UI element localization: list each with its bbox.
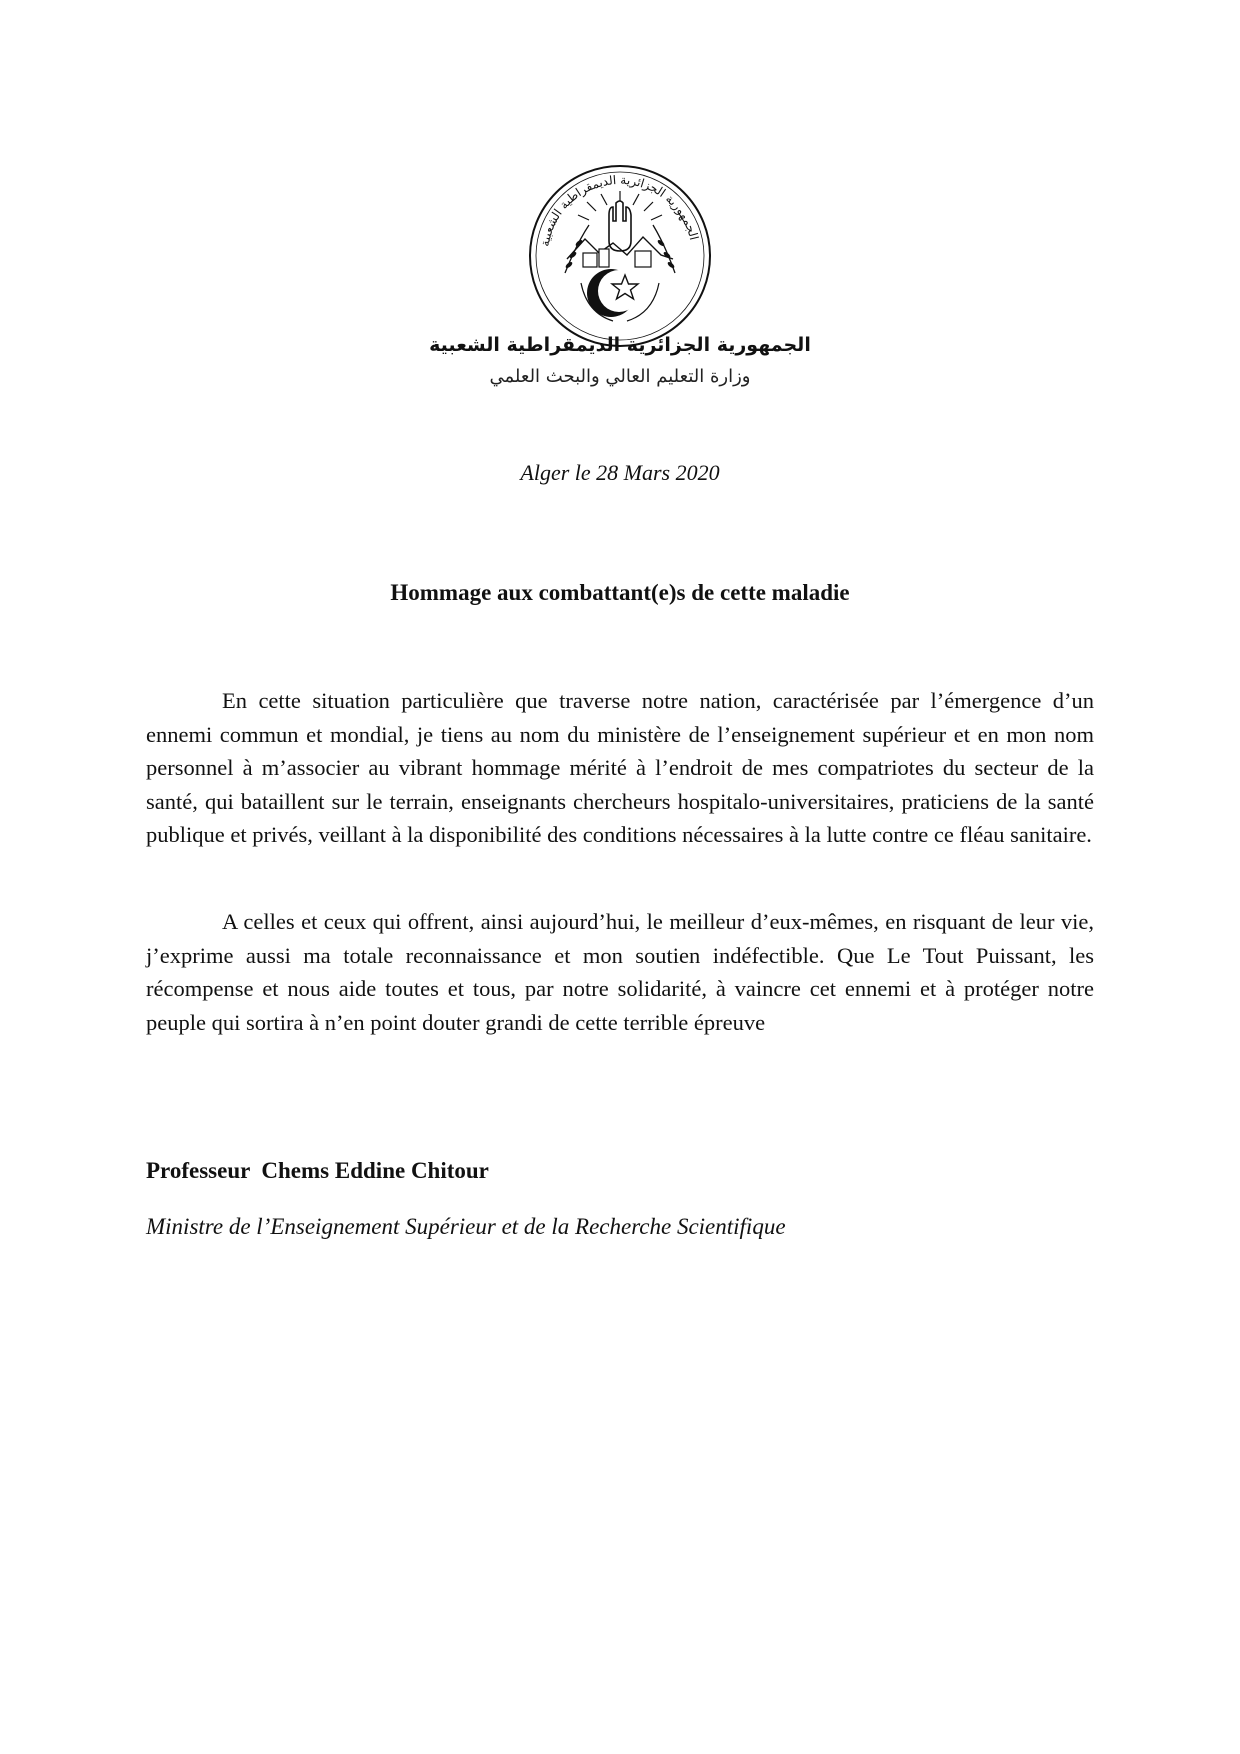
body-paragraph-1: En cette situation particulière que traverse notre nation, caractérisée par l’émergence d’un ennemi commun et mondial, je tiens au nom du ministère de l’enseignement supérieur et en mon nom personnel à m’associer au vibrant hommage mérité à l’endroit de mes compatriotes du secteur de la santé, qui bataillent sur le terrain, enseignants chercheurs hospitalo-universitaires, praticiens de la santé publique et privés, veillant à la disponibilité des conditions nécessaires à la lutte contre ce fléau sanitaire. xyxy=(146,688,1094,848)
republic-name: الجمهورية الجزائرية الديمقراطية الشعبية xyxy=(429,334,811,356)
algerian-state-emblem-icon xyxy=(527,163,713,349)
letter-title: Hommage aux combattant(e)s de cette maladie xyxy=(390,580,850,605)
signer-name: Professeur Chems Eddine Chitour xyxy=(146,1158,489,1183)
emblem-ring-text: الجمهورية الجزائرية الديمقراطية الشعبية xyxy=(537,172,702,248)
body-paragraph-2: A celles et ceux qui offrent, ainsi aujourd’hui, le meilleur d’eux-mêmes, en risquant de leur vie, j’exprime aussi ma totale reconnaissance et mon soutien indéfectible. Que Le Tout Puissant, les récompense et nous aide toutes et tous, par notre solidarité, à vaincre cet ennemi et à protéger notre peuple qui sortira à n’en point douter grandi de cette terrible épreuve xyxy=(146,909,1094,1035)
date-line: Alger le 28 Mars 2020 xyxy=(520,460,720,485)
signer-role: Ministre de l’Enseignement Supérieur et de la Recherche Scientifique xyxy=(146,1214,786,1239)
ministry-name: وزارة التعليم العالي والبحث العلمي xyxy=(489,366,751,387)
